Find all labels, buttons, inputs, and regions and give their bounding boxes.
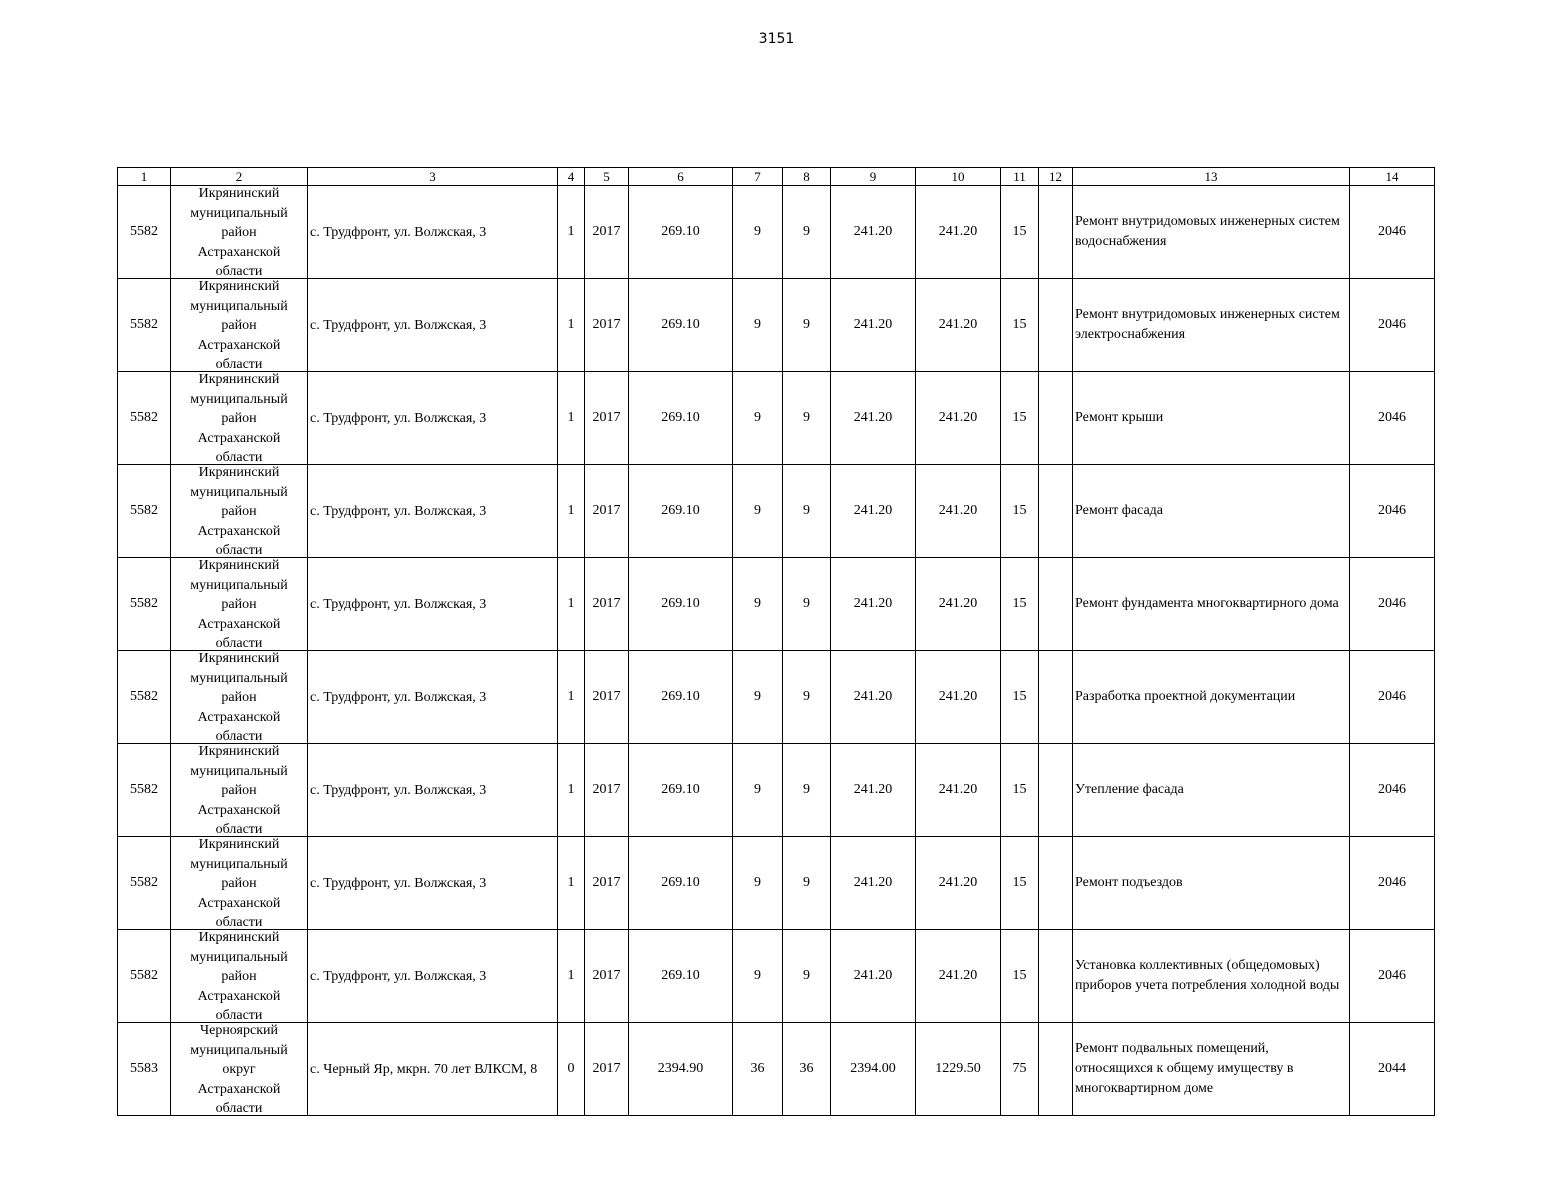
address: с. Трудфронт, ул. Волжская, 3: [308, 930, 558, 1023]
district-line: район: [221, 318, 257, 334]
area-value: 269.10: [629, 279, 733, 372]
planned-year: 2046: [1350, 837, 1435, 930]
col11-value: 15: [1001, 465, 1039, 558]
col9-value: 241.20: [831, 465, 916, 558]
row-number: 5583: [118, 1023, 171, 1116]
district-line: области: [215, 636, 263, 648]
column-header-14: 14: [1350, 168, 1435, 186]
column-header-6: 6: [629, 168, 733, 186]
col8-value: 9: [783, 837, 831, 930]
district-name: [171, 651, 308, 744]
district-line: области: [215, 264, 263, 276]
col12-value: [1039, 837, 1073, 930]
district-line: области: [215, 729, 263, 741]
planned-year: 2046: [1350, 744, 1435, 837]
planned-year: 2046: [1350, 558, 1435, 651]
col8-value: 9: [783, 186, 831, 279]
col10-value: 241.20: [916, 279, 1001, 372]
col8-value: 9: [783, 279, 831, 372]
area-value: 269.10: [629, 465, 733, 558]
col8-value: 9: [783, 930, 831, 1023]
address: с. Трудфронт, ул. Волжская, 3: [308, 372, 558, 465]
district-line: Астраханской: [197, 895, 281, 911]
address: с. Трудфронт, ул. Волжская, 3: [308, 558, 558, 651]
column-header-11: 11: [1001, 168, 1039, 186]
col9-value: 241.20: [831, 930, 916, 1023]
district-line: район: [221, 783, 257, 799]
table-header: [118, 168, 1435, 186]
year-value: 2017: [585, 651, 629, 744]
col10-value: 241.20: [916, 558, 1001, 651]
district-lines: [171, 837, 307, 928]
district-line: район: [221, 225, 257, 241]
area-value: 269.10: [629, 744, 733, 837]
district-line: области: [215, 1008, 263, 1020]
col4-value: 0: [558, 1023, 585, 1116]
year-value: 2017: [585, 837, 629, 930]
district-line: Астраханской: [197, 616, 281, 632]
col8-value: 9: [783, 651, 831, 744]
work-type: Ремонт фундамента многоквартирного дома: [1073, 558, 1350, 651]
col8-value: 9: [783, 744, 831, 837]
year-value: 2017: [585, 744, 629, 837]
col4-value: 1: [558, 372, 585, 465]
table-row: [118, 372, 1435, 465]
planned-year: 2046: [1350, 465, 1435, 558]
col11-value: 15: [1001, 651, 1039, 744]
district-line: округ: [222, 1062, 256, 1078]
col4-value: 1: [558, 186, 585, 279]
planned-year: 2046: [1350, 372, 1435, 465]
district-line: Астраханской: [197, 802, 281, 818]
district-name: [171, 930, 308, 1023]
area-value: 269.10: [629, 372, 733, 465]
area-value: 269.10: [629, 930, 733, 1023]
table-row: [118, 651, 1435, 744]
year-value: 2017: [585, 1023, 629, 1116]
row-number: 5582: [118, 651, 171, 744]
table-row: [118, 837, 1435, 930]
district-line: Икрянинский: [198, 837, 280, 852]
table-row: [118, 279, 1435, 372]
district-line: муниципальный: [190, 205, 288, 221]
table-row: [118, 930, 1435, 1023]
district-name: [171, 465, 308, 558]
col7-value: 9: [733, 651, 783, 744]
col10-value: 241.20: [916, 186, 1001, 279]
district-line: Икрянинский: [198, 372, 280, 387]
district-line: Астраханской: [197, 337, 281, 353]
district-line: муниципальный: [190, 577, 288, 593]
col11-value: 15: [1001, 186, 1039, 279]
row-number: 5582: [118, 744, 171, 837]
col4-value: 1: [558, 651, 585, 744]
col9-value: 241.20: [831, 279, 916, 372]
col4-value: 1: [558, 558, 585, 651]
col9-value: 241.20: [831, 186, 916, 279]
district-line: муниципальный: [190, 391, 288, 407]
row-number: 5582: [118, 558, 171, 651]
col7-value: 36: [733, 1023, 783, 1116]
area-value: 269.10: [629, 837, 733, 930]
district-line: Икрянинский: [198, 558, 280, 573]
year-value: 2017: [585, 558, 629, 651]
district-name: [171, 1023, 308, 1116]
area-value: 269.10: [629, 558, 733, 651]
district-line: области: [215, 357, 263, 369]
district-line: муниципальный: [190, 949, 288, 965]
col8-value: 9: [783, 558, 831, 651]
district-line: район: [221, 504, 257, 520]
district-line: муниципальный: [190, 856, 288, 872]
col11-value: 15: [1001, 837, 1039, 930]
column-header-13: 13: [1073, 168, 1350, 186]
row-number: 5582: [118, 279, 171, 372]
district-line: Черноярский: [200, 1023, 278, 1038]
area-value: 269.10: [629, 651, 733, 744]
area-value: 269.10: [629, 186, 733, 279]
col7-value: 9: [733, 837, 783, 930]
col8-value: 9: [783, 372, 831, 465]
col4-value: 1: [558, 837, 585, 930]
district-line: район: [221, 411, 257, 427]
col10-value: 241.20: [916, 744, 1001, 837]
district-line: муниципальный: [190, 484, 288, 500]
year-value: 2017: [585, 930, 629, 1023]
district-line: район: [221, 969, 257, 985]
col12-value: [1039, 465, 1073, 558]
col7-value: 9: [733, 744, 783, 837]
col11-value: 15: [1001, 372, 1039, 465]
table-row: [118, 186, 1435, 279]
repair-schedule-table: [117, 167, 1435, 1116]
col12-value: [1039, 186, 1073, 279]
col8-value: 9: [783, 465, 831, 558]
address: с. Трудфронт, ул. Волжская, 3: [308, 651, 558, 744]
col9-value: 241.20: [831, 372, 916, 465]
col9-value: 241.20: [831, 651, 916, 744]
address: с. Трудфронт, ул. Волжская, 3: [308, 744, 558, 837]
district-line: области: [215, 543, 263, 555]
col7-value: 9: [733, 930, 783, 1023]
work-type: Установка коллективных (общедомовых) приборов учета потребления холодной воды: [1073, 930, 1350, 1023]
header-row: [118, 168, 1435, 186]
district-line: муниципальный: [190, 1042, 288, 1058]
col11-value: 15: [1001, 744, 1039, 837]
col12-value: [1039, 372, 1073, 465]
district-lines: [171, 744, 307, 835]
district-line: области: [215, 822, 263, 834]
col10-value: 241.20: [916, 651, 1001, 744]
col7-value: 9: [733, 558, 783, 651]
planned-year: 2046: [1350, 651, 1435, 744]
district-line: муниципальный: [190, 763, 288, 779]
address: с. Трудфронт, ул. Волжская, 3: [308, 279, 558, 372]
district-line: район: [221, 876, 257, 892]
col10-value: 241.20: [916, 372, 1001, 465]
col12-value: [1039, 744, 1073, 837]
district-lines: [171, 1023, 307, 1114]
planned-year: 2046: [1350, 930, 1435, 1023]
year-value: 2017: [585, 372, 629, 465]
address: с. Черный Яр, мкрн. 70 лет ВЛКСМ, 8: [308, 1023, 558, 1116]
year-value: 2017: [585, 465, 629, 558]
col9-value: 241.20: [831, 558, 916, 651]
col12-value: [1039, 279, 1073, 372]
table-body: [118, 186, 1435, 1116]
district-line: области: [215, 915, 263, 927]
table-row: [118, 744, 1435, 837]
district-line: Икрянинский: [198, 930, 280, 945]
row-number: 5582: [118, 837, 171, 930]
col7-value: 9: [733, 465, 783, 558]
district-line: Астраханской: [197, 523, 281, 539]
area-value: 2394.90: [629, 1023, 733, 1116]
col9-value: 2394.00: [831, 1023, 916, 1116]
district-line: Астраханской: [197, 430, 281, 446]
column-header-4: 4: [558, 168, 585, 186]
column-header-3: 3: [308, 168, 558, 186]
col7-value: 9: [733, 186, 783, 279]
district-line: Икрянинский: [198, 651, 280, 666]
col9-value: 241.20: [831, 744, 916, 837]
col10-value: 1229.50: [916, 1023, 1001, 1116]
col11-value: 75: [1001, 1023, 1039, 1116]
district-line: Икрянинский: [198, 465, 280, 480]
district-line: муниципальный: [190, 298, 288, 314]
district-lines: [171, 465, 307, 556]
work-type: Ремонт фасада: [1073, 465, 1350, 558]
row-number: 5582: [118, 372, 171, 465]
column-header-2: 2: [171, 168, 308, 186]
district-line: области: [215, 450, 263, 462]
column-header-5: 5: [585, 168, 629, 186]
page-number: 3151: [758, 31, 795, 47]
col4-value: 1: [558, 279, 585, 372]
row-number: 5582: [118, 930, 171, 1023]
work-type: Разработка проектной документации: [1073, 651, 1350, 744]
col12-value: [1039, 558, 1073, 651]
col8-value: 36: [783, 1023, 831, 1116]
planned-year: 2044: [1350, 1023, 1435, 1116]
work-type: Ремонт крыши: [1073, 372, 1350, 465]
work-type: Ремонт внутридомовых инженерных систем водоснабжения: [1073, 186, 1350, 279]
district-line: Икрянинский: [198, 279, 280, 294]
district-lines: [171, 930, 307, 1021]
district-lines: [171, 372, 307, 463]
work-type: Ремонт подвальных помещений, относящихся к общему имуществу в многоквартирном доме: [1073, 1023, 1350, 1116]
district-line: Астраханской: [197, 1081, 281, 1097]
planned-year: 2046: [1350, 279, 1435, 372]
column-header-12: 12: [1039, 168, 1073, 186]
address: с. Трудфронт, ул. Волжская, 3: [308, 837, 558, 930]
table-row: [118, 558, 1435, 651]
address: с. Трудфронт, ул. Волжская, 3: [308, 465, 558, 558]
district-lines: [171, 186, 307, 277]
column-header-10: 10: [916, 168, 1001, 186]
table-row: [118, 465, 1435, 558]
district-line: Астраханской: [197, 244, 281, 260]
year-value: 2017: [585, 186, 629, 279]
col10-value: 241.20: [916, 465, 1001, 558]
district-line: Икрянинский: [198, 186, 280, 201]
col9-value: 241.20: [831, 837, 916, 930]
district-name: [171, 558, 308, 651]
col12-value: [1039, 930, 1073, 1023]
district-name: [171, 186, 308, 279]
district-line: Астраханской: [197, 988, 281, 1004]
column-header-1: 1: [118, 168, 171, 186]
planned-year: 2046: [1350, 186, 1435, 279]
district-lines: [171, 558, 307, 649]
district-name: [171, 837, 308, 930]
col7-value: 9: [733, 279, 783, 372]
district-line: области: [215, 1101, 263, 1113]
col4-value: 1: [558, 930, 585, 1023]
col10-value: 241.20: [916, 837, 1001, 930]
column-header-8: 8: [783, 168, 831, 186]
district-lines: [171, 279, 307, 370]
work-type: Ремонт подъездов: [1073, 837, 1350, 930]
column-header-9: 9: [831, 168, 916, 186]
col11-value: 15: [1001, 558, 1039, 651]
district-line: муниципальный: [190, 670, 288, 686]
col10-value: 241.20: [916, 930, 1001, 1023]
row-number: 5582: [118, 465, 171, 558]
district-lines: [171, 651, 307, 742]
col12-value: [1039, 651, 1073, 744]
column-header-7: 7: [733, 168, 783, 186]
district-line: Астраханской: [197, 709, 281, 725]
col4-value: 1: [558, 465, 585, 558]
col4-value: 1: [558, 744, 585, 837]
col11-value: 15: [1001, 930, 1039, 1023]
district-name: [171, 744, 308, 837]
address: с. Трудфронт, ул. Волжская, 3: [308, 186, 558, 279]
table-row: [118, 1023, 1435, 1116]
col11-value: 15: [1001, 279, 1039, 372]
district-line: Икрянинский: [198, 744, 280, 759]
year-value: 2017: [585, 279, 629, 372]
col7-value: 9: [733, 372, 783, 465]
district-name: [171, 372, 308, 465]
row-number: 5582: [118, 186, 171, 279]
district-line: район: [221, 690, 257, 706]
work-type: Ремонт внутридомовых инженерных систем электроснабжения: [1073, 279, 1350, 372]
work-type: Утепление фасада: [1073, 744, 1350, 837]
col12-value: [1039, 1023, 1073, 1116]
district-name: [171, 279, 308, 372]
district-line: район: [221, 597, 257, 613]
